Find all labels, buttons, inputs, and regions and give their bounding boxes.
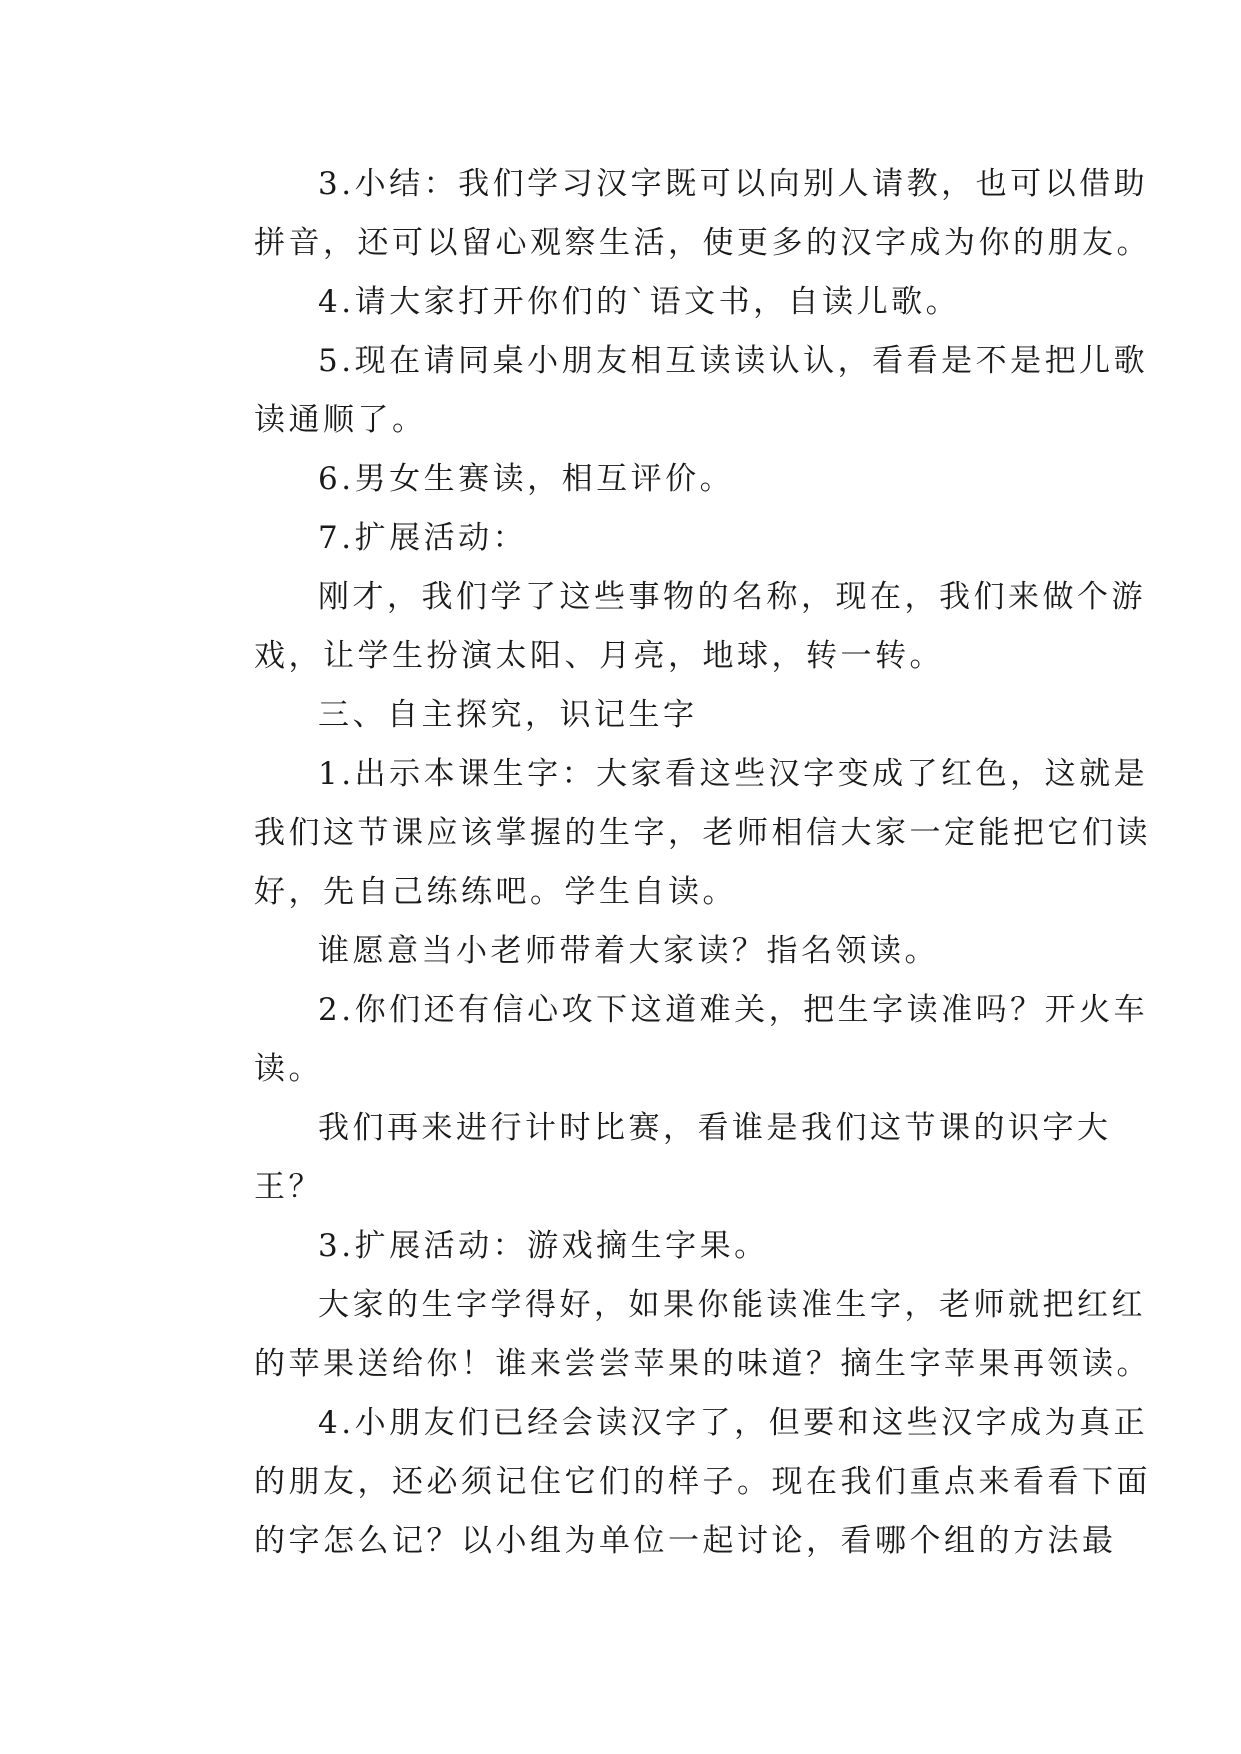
text-line: 的苹果送给你！谁来尝尝苹果的味道？摘生字苹果再领读。 (254, 1346, 1151, 1382)
text-line: 读通顺了。 (254, 402, 427, 438)
text-line: 6.男女生赛读，相互评价。 (318, 461, 735, 497)
text-line: 王？ (254, 1169, 323, 1205)
text-line: 读。 (254, 1051, 323, 1087)
paragraph (190, 332, 1149, 450)
text-line: 7.扩展活动： (318, 520, 528, 556)
paragraph (190, 745, 1151, 922)
text-line: 的朋友，还必须记住它们的样子。现在我们重点来看看下面 (254, 1464, 1151, 1500)
text-line: 拼音，还可以留心观察生活，使更多的汉字成为你的朋友。 (254, 225, 1151, 261)
paragraph (190, 922, 1060, 981)
paragraph (190, 273, 1060, 332)
text-line: 谁愿意当小老师带着大家读？指名领读。 (318, 933, 939, 969)
paragraph (190, 981, 1149, 1099)
text-line: 的字怎么记？以小组为单位一起讨论，看哪个组的方法最 (254, 1523, 1117, 1559)
document-body (190, 155, 1151, 1571)
paragraph (190, 1394, 1151, 1571)
text-line: 2.你们还有信心攻下这道难关，把生字读准吗？开火车 (318, 992, 1149, 1028)
text-line: 4.小朋友们已经会读汉字了，但要和这些汉字成为真正 (318, 1405, 1149, 1441)
text-line: 我们再来进行计时比赛，看谁是我们这节课的识字大 (318, 1110, 1112, 1146)
text-line: 大家的生字学得好，如果你能读准生字，老师就把红红 (318, 1287, 1146, 1323)
paragraph (190, 1217, 1060, 1276)
text-line: 5.现在请同桌小朋友相互读读认认，看看是不是把儿歌 (318, 343, 1149, 379)
text-line: 三、自主探究，识记生字 (318, 697, 698, 733)
text-line: 3.小结：我们学习汉字既可以向别人请教，也可以借助 (318, 166, 1149, 202)
paragraph (190, 568, 1146, 686)
text-line: 戏，让学生扮演太阳、月亮，地球，转一转。 (254, 638, 944, 674)
text-line: 我们这节课应该掌握的生字，老师相信大家一定能把它们读 (254, 815, 1151, 851)
text-line: 4.请大家打开你们的`语文书，自读儿歌。 (318, 284, 961, 320)
text-line: 刚才，我们学了这些事物的名称，现在，我们来做个游 (318, 579, 1146, 615)
paragraph (190, 450, 1060, 509)
paragraph (190, 155, 1151, 273)
paragraph (190, 1099, 1112, 1217)
section-heading (190, 686, 1060, 745)
text-line: 好，先自己练练吧。学生自读。 (254, 874, 737, 910)
paragraph (190, 1276, 1151, 1394)
paragraph (190, 509, 1060, 568)
text-line: 1.出示本课生字：大家看这些汉字变成了红色，这就是 (318, 756, 1149, 792)
text-line: 3.扩展活动：游戏摘生字果。 (318, 1228, 769, 1264)
